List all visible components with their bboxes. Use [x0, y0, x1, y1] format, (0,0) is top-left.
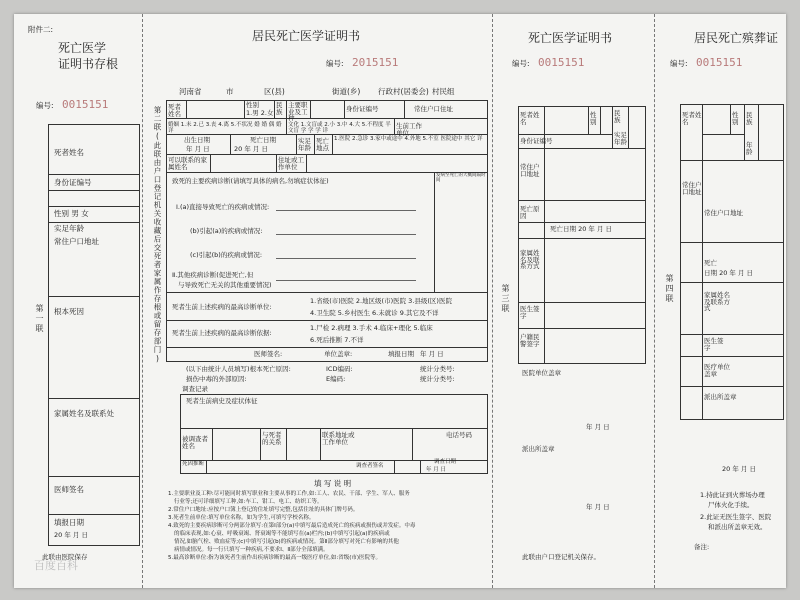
- main-serial-label: 编号:: [326, 59, 344, 68]
- r2-education: 文化 1.文盲或 2.小 3.中 4.大 5.不程度 半文盲 学 学 学 详: [288, 122, 391, 134]
- main-side-label: 第二联(此联由户口登记机关收藏后交死者家属作存根或留存部门): [153, 106, 162, 364]
- right-sex-label: 性别: [732, 111, 739, 126]
- mid-nation-label: 民族: [614, 109, 621, 124]
- main-serial: 2015151: [352, 56, 399, 69]
- stub-field-sex: 性别 男 女: [54, 209, 89, 218]
- mid-death-date: 死亡日期 20 年 月 日: [550, 225, 613, 233]
- r1-name-label: 死者姓名: [168, 103, 181, 118]
- right-hosp-label: 医疗单位盖章: [704, 363, 730, 378]
- stub-date-template: 20 年 月 日: [54, 531, 88, 539]
- stub-serial: 0015151: [62, 98, 109, 111]
- right-serial-label: 编号:: [670, 59, 688, 68]
- basis-label: 死者生前上述疾病的最高诊断依据:: [172, 329, 272, 337]
- mid-hosp-seal: 医院单位盖章: [522, 369, 561, 377]
- diag-line-other-2: 与导致死亡无关的其他重要情况): [178, 281, 272, 289]
- stub-title-2: 证明书存根: [58, 57, 119, 71]
- stub-serial-label: 编号:: [36, 101, 54, 110]
- r2-marriage: 婚姻 1.未 2.已 3.丧 4.离 5.不状况 婚 婚 偶 婚 详: [168, 122, 282, 134]
- hosp-options-2: 4.卫生院 5.乡村医生 6.未就诊 9.其它及不详: [310, 309, 439, 317]
- mid-serial: 0015151: [538, 56, 585, 69]
- stat-external: 损伤中毒的外部原因:: [186, 375, 247, 383]
- mid-age-label: 实足年龄: [614, 131, 627, 146]
- r3-death-label: 死亡日期: [250, 136, 276, 144]
- survey-phone: 电话号码: [446, 431, 472, 439]
- mid-title: 死亡医学证明书: [528, 31, 613, 45]
- certificate-sheet: [14, 14, 786, 588]
- r1-nation-label: 民族: [276, 101, 283, 116]
- sign-date-ymd: 年 月 日: [420, 350, 444, 358]
- loc-city: 市: [226, 87, 234, 96]
- survey-date: 调查日期: [434, 459, 457, 465]
- stat-class: 统计分类号:: [420, 365, 455, 373]
- mid-station-ymd: 年 月 日: [586, 503, 610, 511]
- r3-place-options: 1.医院 2.急诊 3.家中或途中 4.外地 5.不室 医院途中 其它 详: [334, 136, 483, 142]
- note-4b: 的临床表现,如:心衰、呼吸衰竭、肾衰竭等不能填写在(a)栏内;(b)中填写引起(a)的疾病或: [174, 531, 390, 537]
- diag-line-other-1: Ⅱ.其他疾病诊断(促进死亡,但: [172, 271, 254, 279]
- stub-field-cause: 根本死因: [54, 307, 84, 316]
- stub-field-family: 家属姓名及联系处: [54, 409, 114, 418]
- stub-field-name: 死者姓名: [54, 148, 84, 157]
- right-serial: 0015151: [696, 56, 743, 69]
- perforation-2: [492, 14, 493, 588]
- right-note-2b: 和派出所盖章无效。: [708, 523, 767, 531]
- right-note-2: 2.此证无医生签字、医院: [700, 513, 772, 521]
- r3-death-ymd: 20 年 月 日: [234, 145, 268, 153]
- r1-addr-label: 常住户口住址: [414, 105, 453, 113]
- right-date-label: 日期 20 年 月 日: [704, 269, 754, 277]
- loc-province: 河南省: [179, 87, 202, 96]
- loc-street: 街道(乡): [332, 87, 361, 96]
- right-form-table: [680, 104, 784, 420]
- r4-home-label: 住址或工作单位: [278, 156, 304, 171]
- r1-id-label: 身份证编号: [346, 105, 379, 113]
- r1-sex-options: 1.男 2.女: [246, 109, 274, 117]
- survey-contact: 联系地址或工作单位: [322, 431, 355, 446]
- right-station-label: 派出所盖章: [704, 393, 737, 401]
- mid-serial-label: 编号:: [512, 59, 530, 68]
- right-title: 居民死亡殡葬证: [694, 31, 779, 45]
- right-age-label: 年龄: [746, 141, 753, 156]
- stub-field-id: 身份证编号: [54, 178, 92, 187]
- notes-title: 填 写 说 明: [314, 479, 352, 488]
- note-1: 1.主要职业及工种:尽可能同时填写职业和主要从事的工作,如:工人、农民、干部、学生、军人、服务: [168, 491, 410, 497]
- stat-root-cause: (以下由统计人员填写)根本死亡原因:: [186, 365, 291, 373]
- loc-village: 行政村(居委会): [378, 87, 429, 96]
- note-4: 4.致死的主要疾病诊断可分两部分填写:在第Ⅰ部分(a)中填写最后造成死亡的疾病或损伤或并发症。中毒: [168, 523, 416, 529]
- right-note-1b: 尸体火化手续。: [708, 501, 754, 509]
- survey-ymd: 年 月 日: [426, 467, 446, 473]
- right-ymd: 20 年 月 日: [722, 465, 756, 473]
- right-addr-text: 常住户口地址: [704, 209, 743, 217]
- right-nation-label: 民族: [746, 111, 753, 126]
- main-title: 居民死亡医学证明书: [252, 29, 361, 43]
- loc-county: 区(县): [264, 87, 285, 96]
- stat-icd: ICD编码:: [326, 365, 353, 373]
- mid-name-label: 死者姓名: [520, 111, 540, 126]
- note-2: 2.常住户口地址:应按户口簿上登记的住址填写完整,包括住址的具体门牌号码。: [168, 507, 359, 513]
- r2-work-unit: 生前工作单位: [396, 122, 422, 137]
- stat-class-2: 统计分类号:: [420, 375, 455, 383]
- survey-who: 被调查者姓名: [182, 435, 208, 450]
- diag-line-a: Ⅰ.(a)直接导致死亡的疾病或情况:: [176, 203, 270, 211]
- stub-footer: 此联由医院保存: [42, 553, 88, 561]
- r3-age-label: 实足年龄: [298, 137, 311, 152]
- survey-infer: 死因推断: [182, 461, 205, 467]
- note-4c: 情况,如脑气栓、败血症等;(c)中填写引起(b)的疾病或情况。第Ⅱ部分填写对死亡有影响的其他: [174, 539, 399, 545]
- mid-sex-label: 性别: [590, 111, 597, 126]
- survey-investigator: 调查者签名: [356, 463, 384, 469]
- r3-place-label: 死亡地点: [316, 137, 329, 152]
- watermark-logo: 百度百科: [34, 559, 78, 572]
- stub-table: [48, 124, 140, 546]
- stub-field-addr: 常住户口地址: [54, 237, 99, 246]
- right-note-1: 1.持此证到火葬场办理: [700, 491, 765, 499]
- note-3: 3.死者生前单位:填写单位名称。如为学生,可填写学校名称。: [168, 515, 315, 521]
- diag-line-b: (b)引起(a)的疾病或情况:: [190, 227, 263, 235]
- diag-heading: 致死的主要疾病诊断(请填写具体的病名,勿填症状体征): [172, 177, 329, 185]
- r3-birth-ymd: 年 月 日: [186, 145, 210, 153]
- mid-police-label: 户籍民警签字: [520, 333, 540, 348]
- note-5: 5.最高诊断单位:指为该死者生前作出疾病诊断的最高一级医疗单位,如:省级(市)医院等。: [168, 555, 381, 561]
- hosp-options-1: 1.省级(市)医院 2.地区级(市)医院 3.县级(区)医院: [310, 297, 452, 305]
- r1-job-label: 主要职业及工种: [288, 101, 308, 122]
- right-side-label: 第四联: [665, 274, 674, 304]
- survey-relation: 与死者的关系: [262, 431, 282, 446]
- note-4d: 病情或情况。每一行只填写一种疾病,不要求Ⅰ、Ⅱ部分全部填满。: [174, 547, 329, 553]
- stat-investigation: 调查记录: [182, 385, 208, 393]
- hosp-label: 死者生前上述疾病的最高诊断单位:: [172, 303, 272, 311]
- stat-e-code: E编码:: [326, 375, 346, 383]
- stub-field-age: 实足年龄: [54, 224, 84, 233]
- sign-unit-label: 单位盖章:: [324, 350, 353, 358]
- perforation-3: [654, 14, 655, 588]
- right-addr-label: 常住户口地址: [682, 181, 702, 196]
- sign-date-label: 填报日期: [388, 350, 414, 358]
- right-family-label: 家属姓名及联系方式: [704, 291, 730, 312]
- r4-contact-label: 可以联系的家属姓名: [168, 156, 207, 171]
- sign-doctor-label: 医师签名:: [254, 350, 283, 358]
- mid-side-label: 第三联: [501, 284, 510, 314]
- stub-tag: 附件二:: [28, 25, 54, 34]
- r1-sex-label: 性别: [246, 101, 259, 109]
- r3-birth-label: 出生日期: [184, 136, 210, 144]
- mid-family-label: 家属姓名及联系方式: [520, 249, 540, 270]
- stub-title-1: 死亡医学: [58, 41, 107, 55]
- loc-group: 村民组: [432, 87, 455, 96]
- stub-side-label: 第一联: [35, 304, 44, 334]
- note-1b: 行业等;还可详细填写工种,如:车工、钳工、电工、纺织工等。: [174, 499, 323, 505]
- perforation-1: [142, 14, 143, 588]
- diag-interval-heading: 发病至死亡的大概间隔时间: [436, 173, 486, 183]
- survey-history: 死者生前病史及症状体征: [186, 397, 258, 405]
- mid-hosp-ymd: 年 月 日: [586, 423, 610, 431]
- right-death-label: 死亡: [704, 259, 717, 267]
- basis-options-2: 6.死后推断 7.不详: [310, 336, 364, 344]
- basis-options-1: 1.尸检 2.病理 3.手术 4.临床+理化 5.临床: [310, 324, 433, 332]
- diag-line-c: (c)引起(b)的疾病或情况:: [190, 251, 263, 259]
- mid-cause-label: 死亡原因: [520, 205, 540, 220]
- right-doctor-label: 医生签字: [704, 337, 724, 352]
- mid-id-label: 身份证编号: [520, 137, 553, 145]
- mid-addr-label: 常住户口地址: [520, 163, 540, 178]
- mid-footer: 此联由户口登记机关保存。: [522, 553, 600, 561]
- stub-field-doctor: 医师签名: [54, 485, 84, 494]
- mid-doctor-label: 医生签字: [520, 305, 540, 320]
- right-remark: 备注:: [694, 543, 710, 551]
- right-name-label: 死者姓名: [682, 111, 702, 126]
- mid-station-seal: 派出所盖章: [522, 445, 555, 453]
- stub-field-date: 填报日期: [54, 518, 84, 527]
